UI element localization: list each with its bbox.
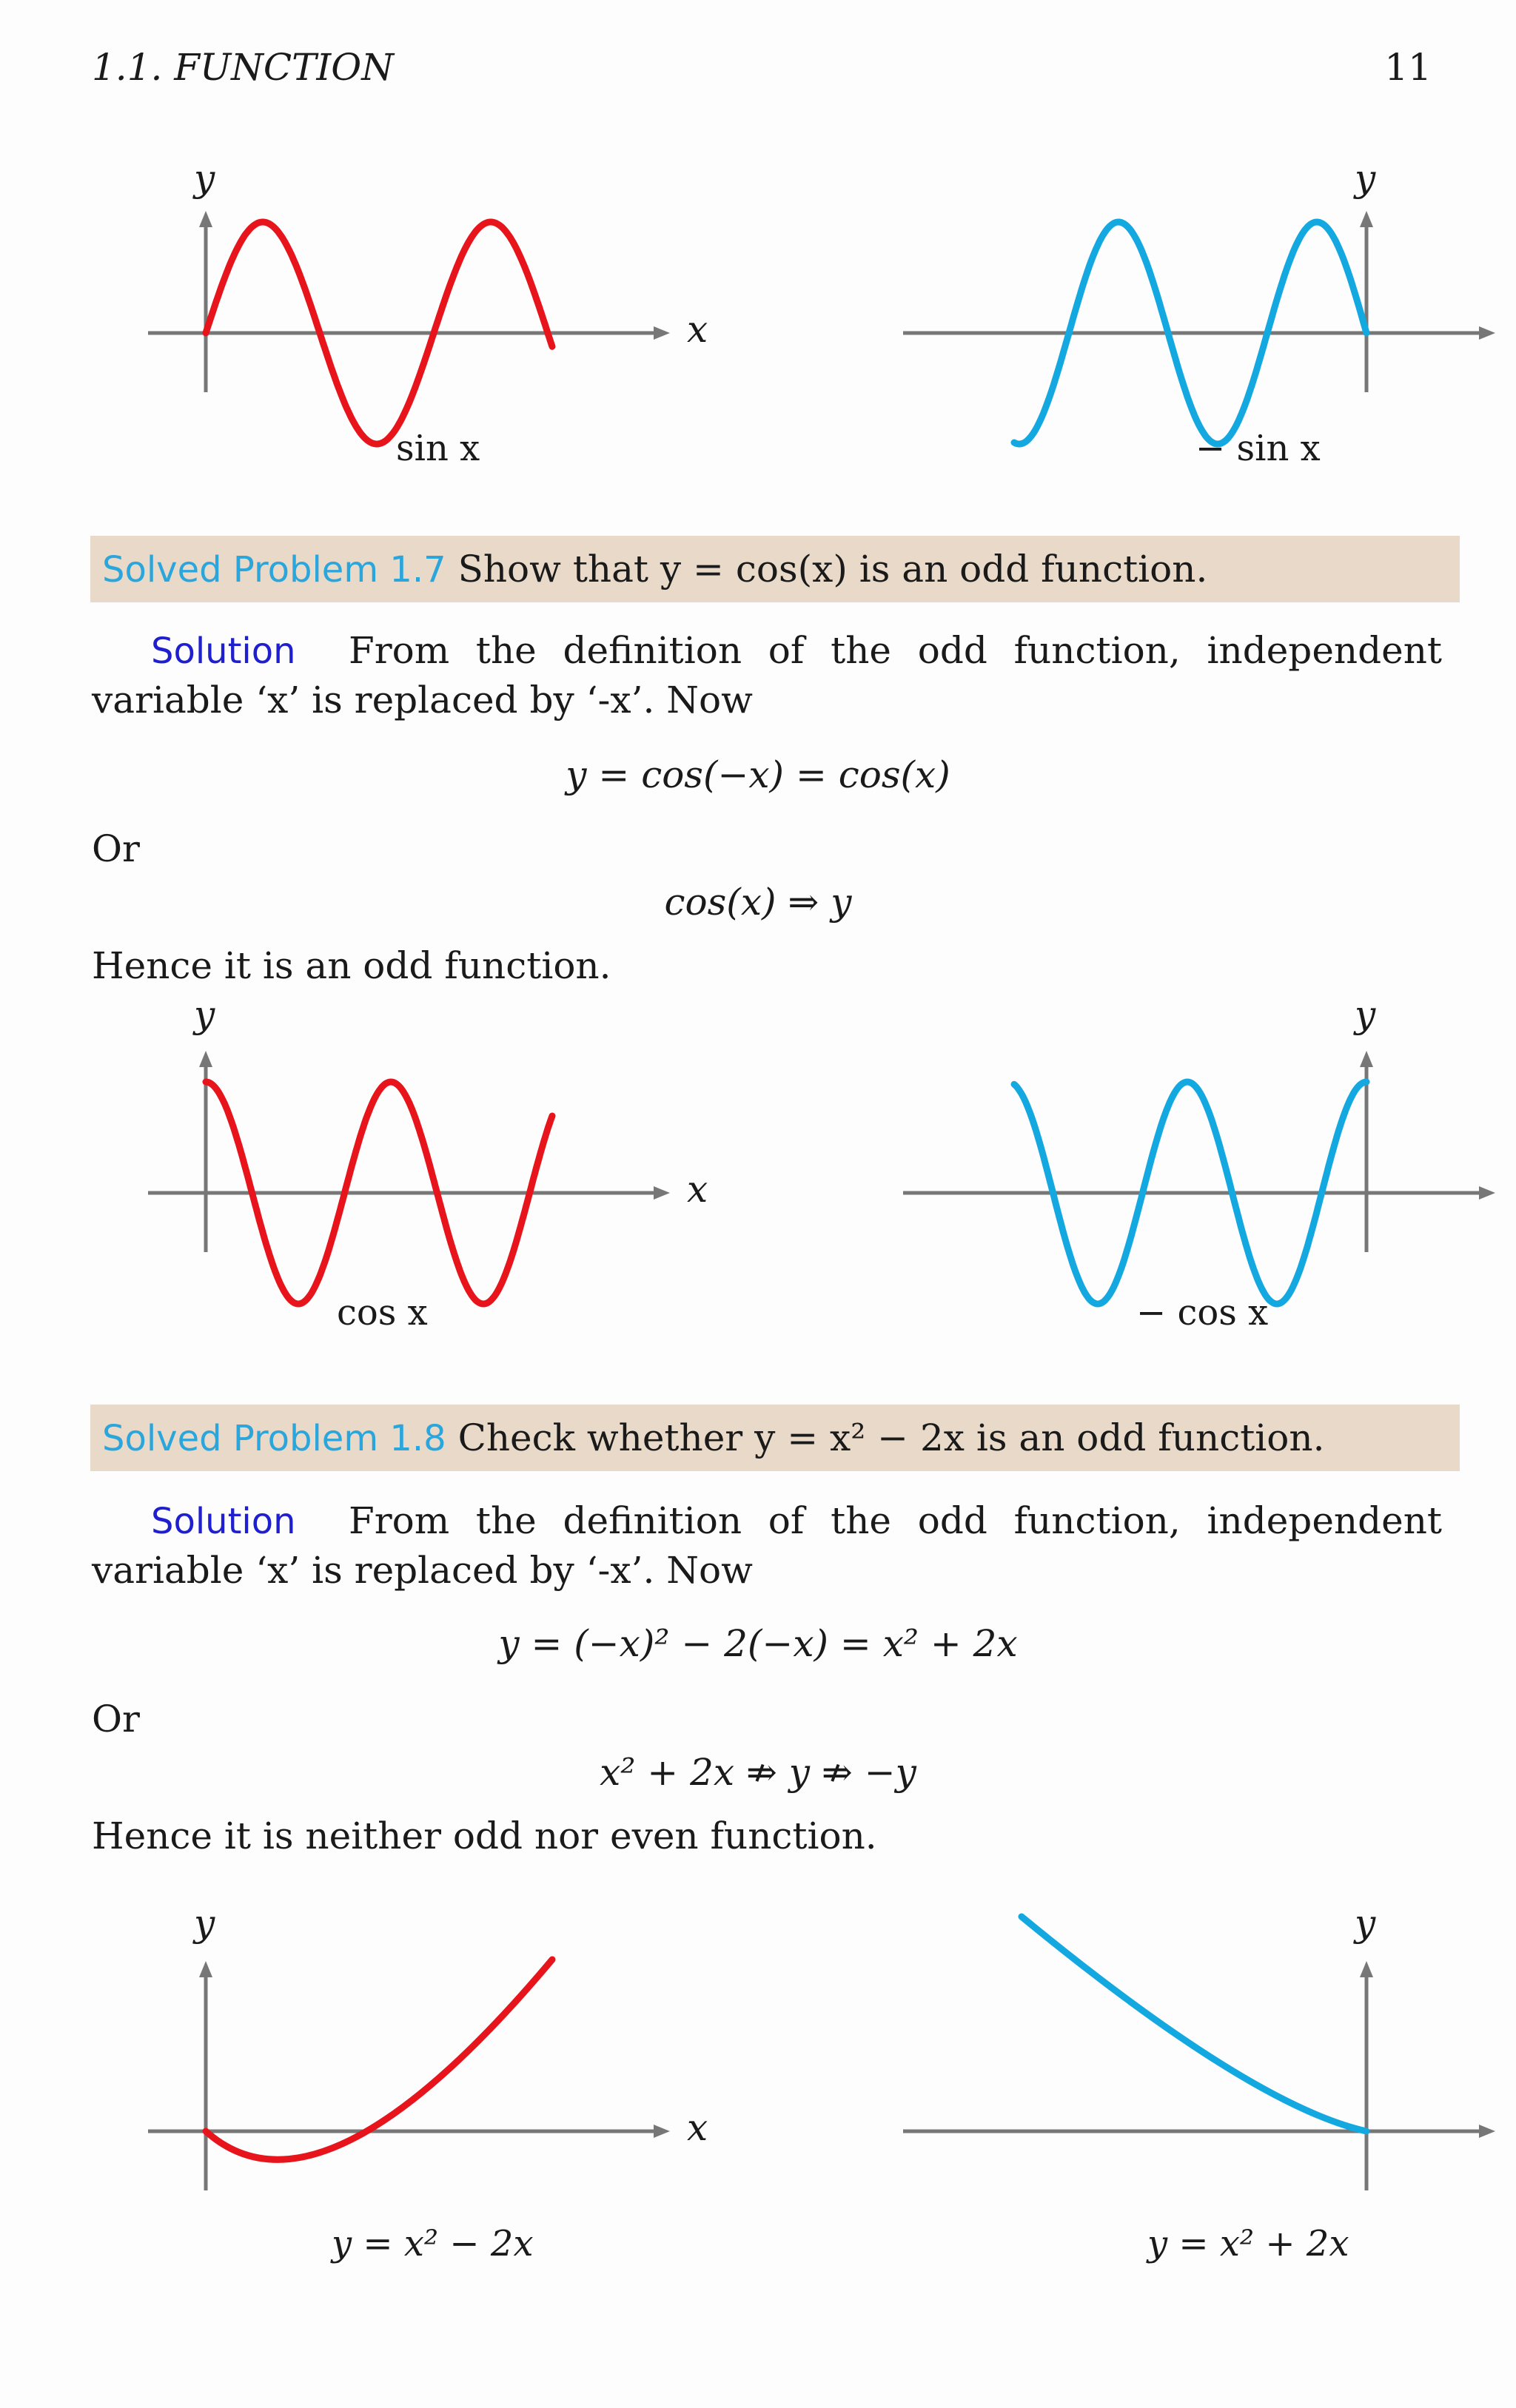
curve-label-neg-sin: − sin x	[1195, 428, 1321, 469]
figure-x2-plus-2x	[851, 1880, 1516, 2279]
problem-1-8-heading	[90, 1405, 1460, 1471]
curve-label-neg-cos: − cos x	[1136, 1292, 1269, 1334]
figure-x2-minus-2x	[0, 1880, 740, 2279]
y-axis-label: y	[1355, 1902, 1376, 1945]
problem-1-8-solution	[92, 1496, 1442, 1595]
y-axis-label: y	[194, 993, 215, 1036]
problem-1-7-or: Or	[92, 827, 140, 870]
solution-label: Solution	[151, 630, 296, 672]
problem-1-8-conclusion: Hence it is neither odd nor even function.	[92, 1815, 877, 1857]
problem-1-7-tag: Solved Problem 1.7	[102, 549, 446, 591]
y-axis-label: y	[1355, 157, 1376, 200]
curve-label-x2-plus-2x: y = x² + 2x	[1147, 2223, 1349, 2264]
curve-label-x2-minus-2x: y = x² − 2x	[332, 2223, 534, 2264]
problem-1-7-conclusion: Hence it is an odd function.	[92, 944, 611, 987]
problem-1-8-text: Check whether y = x² − 2x is an odd function.	[457, 1416, 1325, 1459]
y-axis-label: y	[1355, 993, 1376, 1036]
problem-1-8-equation-2: x² + 2x ⇏ y ⇏ −y	[600, 1751, 916, 1794]
y-axis-label: y	[194, 1902, 215, 1945]
solution-text: From the definition of the odd function, independent variable ‘x’ is replaced by ‘-x’. Now	[92, 629, 1442, 722]
problem-1-7-heading	[90, 536, 1460, 602]
curve-label-sin: sin x	[396, 428, 480, 469]
running-header-section: 1.1. FUNCTION	[92, 46, 394, 89]
parabola-plus-curve	[1022, 1917, 1366, 2131]
x-axis-label: x	[687, 308, 708, 351]
problem-1-8-equation-1: y = (−x)² − 2(−x) = x² + 2x	[498, 1622, 1018, 1665]
figure-neg-sin	[851, 148, 1516, 481]
problem-1-7-equation-1: y = cos(−x) = cos(x)	[566, 753, 950, 796]
x-axis-label: x	[687, 1168, 708, 1211]
y-axis-label: y	[194, 157, 215, 200]
problem-1-7-equation-2: cos(x) ⇒ y	[664, 881, 852, 924]
problem-1-7-solution	[92, 626, 1442, 724]
figure-cos	[0, 984, 740, 1339]
problem-1-8-tag: Solved Problem 1.8	[102, 1418, 446, 1459]
figure-neg-cos	[851, 984, 1516, 1339]
figure-sin	[0, 148, 740, 481]
problem-1-8-or: Or	[92, 1698, 140, 1741]
curve-label-cos: cos x	[337, 1292, 428, 1334]
problem-1-7-text: Show that y = cos(x) is an odd function.	[457, 548, 1208, 591]
x-axis-label: x	[687, 2106, 708, 2149]
solution-label: Solution	[151, 1501, 296, 1542]
page-number: 11	[1384, 46, 1432, 89]
solution-text: From the definition of the odd function, independent variable ‘x’ is replaced by ‘-x’. Now	[92, 1499, 1442, 1592]
